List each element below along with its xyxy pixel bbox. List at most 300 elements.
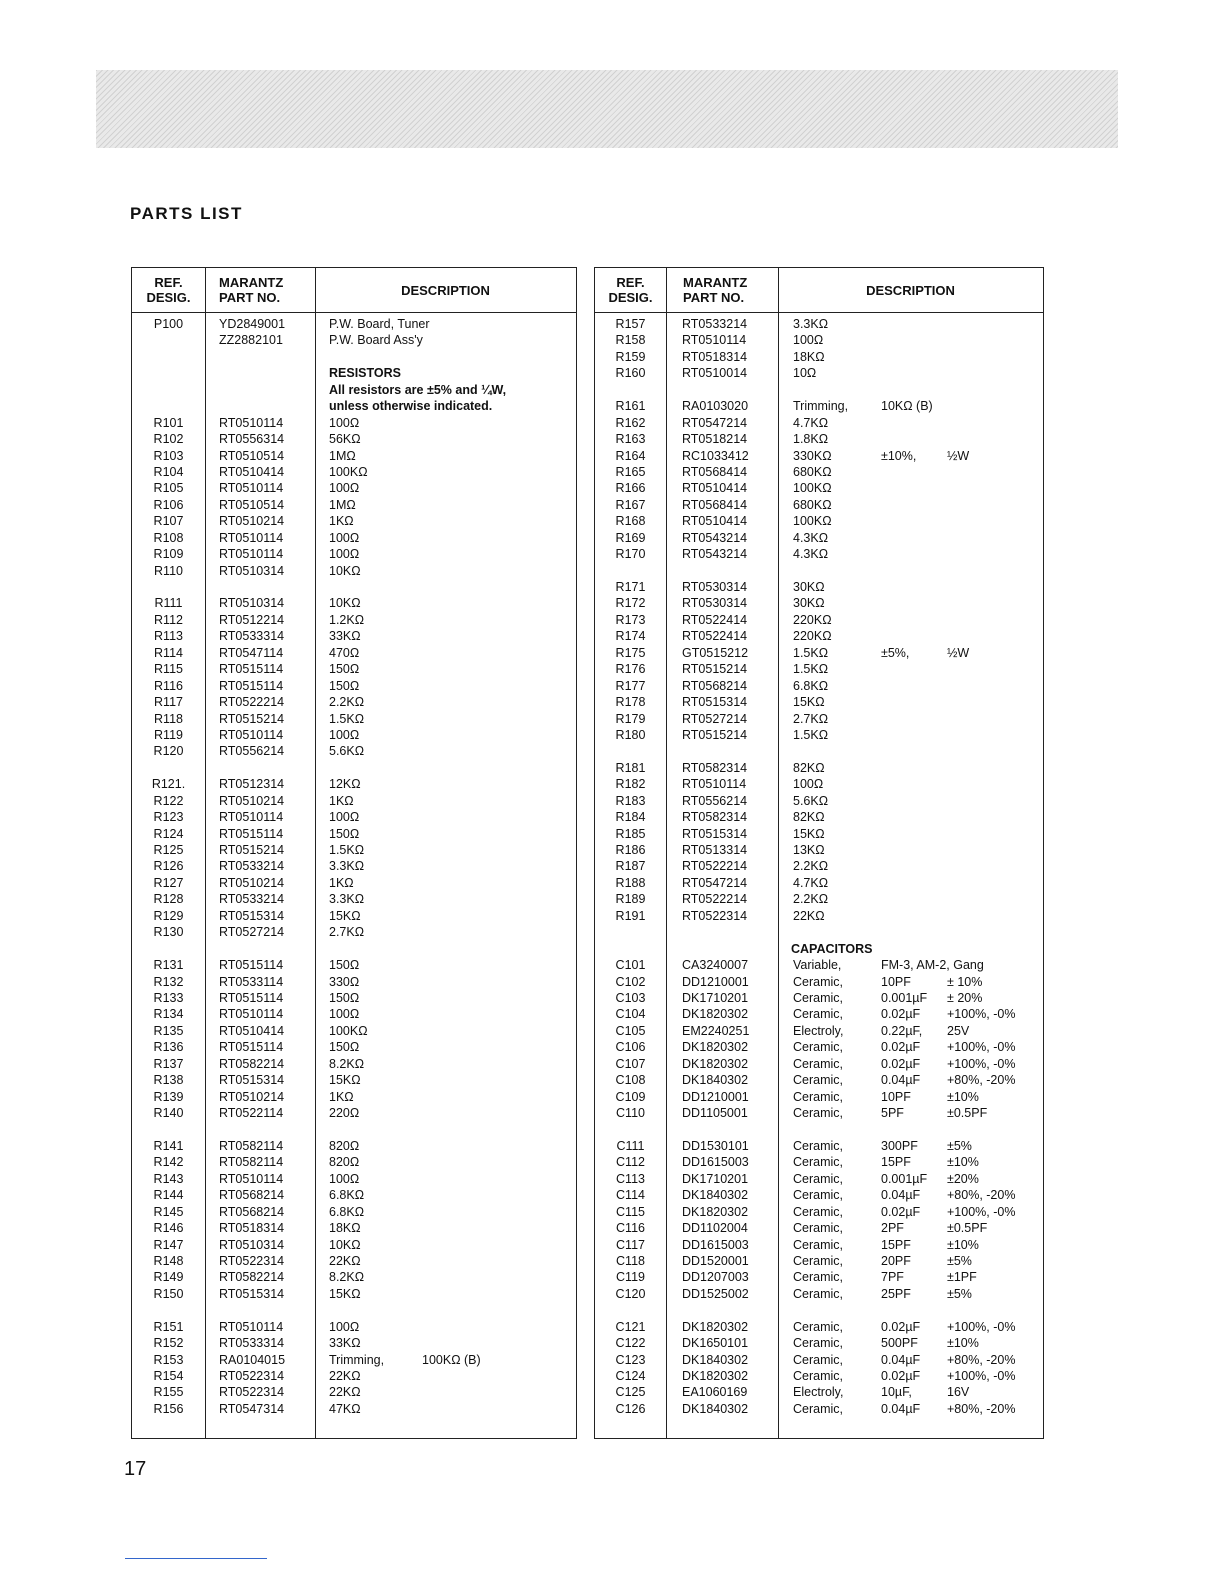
description-cell: 1MΩ — [329, 497, 356, 512]
part-number-cell: RT0533314 — [219, 1336, 285, 1351]
tolerance-cell: ½W — [947, 645, 970, 660]
value-cell: 0.04µF — [881, 1352, 921, 1367]
value-cell: 0.04µF — [881, 1073, 921, 1088]
table-row — [132, 875, 576, 891]
part-number-cell: RT0522114 — [219, 1106, 284, 1120]
table-row — [595, 448, 1043, 464]
description-cell: 6.8KΩ — [329, 1204, 365, 1219]
part-number-cell: RT0510414 — [219, 464, 285, 479]
description-cell: 82KΩ — [793, 810, 825, 825]
description-cell: 15KΩ — [329, 1286, 361, 1301]
table-row — [595, 1335, 1043, 1351]
tolerance-cell: +100%, -0% — [947, 1204, 1016, 1219]
table-row — [132, 1269, 576, 1285]
ref-desig-cell: R177 — [615, 678, 646, 693]
table-row — [132, 546, 576, 562]
description-cell: 10KΩ — [329, 1237, 361, 1252]
ref-desig-cell: R175 — [615, 645, 646, 660]
value-cell: 0.001µF — [881, 1171, 928, 1186]
description-cell: 100Ω — [329, 810, 360, 825]
table-row — [595, 1237, 1043, 1253]
value-cell: 2PF — [881, 1221, 904, 1236]
description-cell: 5.6KΩ — [329, 744, 365, 759]
ref-desig-cell: C104 — [615, 1007, 646, 1022]
ref-desig-cell: R144 — [153, 1188, 184, 1203]
table-row — [132, 793, 576, 809]
ref-desig-cell: R126 — [153, 859, 184, 874]
description-cell: unless otherwise indicated. — [329, 399, 493, 414]
table-row — [595, 645, 1043, 661]
table-row — [595, 727, 1043, 743]
parts-rows-right — [595, 316, 1043, 1417]
ref-desig-cell: R189 — [615, 892, 646, 907]
ref-desig-cell: R104 — [153, 464, 184, 479]
ref-desig-cell: R146 — [153, 1221, 184, 1236]
tolerance-cell: +80%, -20% — [947, 1352, 1016, 1367]
table-row — [595, 1171, 1043, 1187]
description-cell: 150Ω — [329, 1040, 360, 1055]
ref-desig-cell: C118 — [616, 1253, 645, 1268]
ref-desig-cell: R152 — [153, 1336, 184, 1351]
part-number-cell: DK1840302 — [682, 1352, 749, 1367]
description-cell: 3.3KΩ — [329, 892, 365, 907]
description-cell: 1.5KΩ — [793, 727, 829, 742]
description-cell: P.W. Board, Tuner — [329, 317, 430, 331]
ref-desig-cell: R165 — [615, 464, 646, 479]
ref-desig-cell: R164 — [615, 448, 646, 463]
description-cell: 82KΩ — [793, 760, 825, 775]
description-cell: 100Ω — [329, 547, 360, 562]
table-row — [132, 826, 576, 842]
value-cell: 15PF — [881, 1237, 911, 1252]
ref-desig-cell: R103 — [153, 448, 184, 463]
ref-desig-cell: R172 — [615, 596, 646, 611]
description-cell: 3.3KΩ — [329, 859, 365, 874]
part-number-cell: RT0582114 — [219, 1155, 284, 1170]
part-number-cell: RT0533214 — [219, 892, 285, 907]
description-cell: 15KΩ — [793, 826, 825, 841]
ref-desig-cell: R160 — [615, 366, 646, 381]
tolerance-cell: ½W — [947, 448, 970, 463]
ref-desig-cell: C101 — [615, 958, 646, 973]
header-part-line2: PART NO. — [219, 290, 281, 305]
ref-desig-cell: R120 — [153, 744, 184, 759]
description-cell: 100KΩ — [793, 481, 832, 496]
part-number-cell: DD1615003 — [682, 1237, 749, 1252]
part-number-cell: RT0510514 — [219, 497, 285, 512]
ref-desig-cell: C113 — [616, 1171, 645, 1186]
ref-desig-cell: R170 — [615, 547, 646, 562]
description-cell: 10KΩ — [329, 596, 361, 611]
ref-desig-cell: R125 — [153, 843, 184, 857]
ref-desig-cell: R106 — [153, 497, 184, 512]
table-row — [595, 661, 1043, 677]
ref-desig-cell: R141 — [153, 1138, 184, 1153]
part-number-cell: RT0568214 — [219, 1204, 285, 1219]
header-banner — [96, 70, 1118, 148]
description-cell: 22KΩ — [793, 908, 825, 923]
table-row — [595, 595, 1043, 611]
ref-desig-cell: C125 — [615, 1385, 646, 1400]
table-row — [595, 1056, 1043, 1072]
part-number-cell: RT0543214 — [682, 530, 748, 545]
table-row — [595, 398, 1043, 414]
part-number-cell: DK1820302 — [682, 1319, 749, 1334]
part-number-cell: RT0510014 — [682, 366, 748, 381]
table-row — [595, 1154, 1043, 1170]
ref-desig-cell: R162 — [615, 415, 646, 430]
table-row — [132, 1171, 576, 1187]
description-cell: 22KΩ — [329, 1253, 361, 1268]
table-row — [132, 1319, 576, 1335]
tolerance-cell: +100%, -0% — [947, 1369, 1016, 1383]
part-number-cell: RT0556314 — [219, 432, 285, 447]
part-number-cell: ZZ2882101 — [219, 333, 283, 348]
header-description-label: DESCRIPTION — [866, 282, 955, 298]
table-row — [132, 1368, 576, 1384]
part-number-cell: RT0530314 — [682, 580, 748, 594]
part-number-cell: RT0515114 — [219, 678, 284, 693]
ref-desig-cell: R129 — [153, 908, 184, 923]
ref-desig-cell: C109 — [615, 1089, 646, 1104]
part-number-cell: RT0510114 — [219, 415, 284, 430]
value-cell: 15PF — [881, 1155, 911, 1170]
header-ref-desig — [132, 268, 205, 312]
ref-desig-cell: R108 — [153, 530, 184, 545]
table-row — [132, 1187, 576, 1203]
part-number-cell: RT0515314 — [219, 1286, 285, 1301]
description-cell: 6.8KΩ — [793, 678, 829, 693]
ref-desig-cell: R163 — [615, 432, 646, 447]
ref-desig-cell: R182 — [615, 777, 646, 792]
part-number-cell: RT0510314 — [219, 563, 285, 578]
ref-desig-cell: C123 — [615, 1352, 646, 1367]
description-cell: 1.5KΩ — [329, 843, 365, 857]
ref-desig-cell: R149 — [153, 1270, 184, 1285]
ref-desig-cell: R119 — [154, 727, 183, 742]
ref-desig-cell: R168 — [615, 514, 646, 529]
value-cell: 0.02µF — [881, 1369, 921, 1383]
part-number-cell: DD1530101 — [682, 1138, 749, 1153]
description-cell: 2.7KΩ — [329, 925, 365, 940]
ref-desig-cell: R132 — [153, 974, 184, 989]
table-row — [132, 678, 576, 694]
part-number-cell: EA1060169 — [682, 1385, 748, 1400]
table-row — [595, 1138, 1043, 1154]
description-cell: 100Ω — [329, 727, 360, 742]
part-number-cell: RT0515314 — [219, 1073, 285, 1088]
description-cell: Ceramic, — [793, 1204, 844, 1219]
header-part-line2: PART NO. — [683, 290, 745, 305]
part-number-cell: RT0582314 — [682, 810, 748, 825]
table-row — [132, 398, 576, 414]
part-number-cell: RT0515114 — [219, 662, 284, 677]
description-cell: Ceramic, — [793, 1221, 844, 1236]
description-cell: Ceramic, — [793, 1253, 844, 1268]
tolerance-cell: ±0.5PF — [947, 1221, 988, 1236]
ref-desig-cell: R147 — [153, 1237, 184, 1252]
tolerance-cell: +80%, -20% — [947, 1188, 1016, 1203]
value-cell: 500PF — [881, 1336, 918, 1351]
description-cell: Ceramic, — [793, 1040, 844, 1055]
ref-desig-cell: R122 — [153, 793, 184, 808]
description-cell: 1.8KΩ — [793, 432, 829, 447]
part-number-cell: RT0510314 — [219, 1237, 285, 1252]
table-row — [132, 530, 576, 546]
part-number-cell: RT0515214 — [682, 662, 748, 677]
header-description — [315, 268, 576, 312]
value-cell: 0.02µF — [881, 1056, 921, 1071]
table-row — [132, 776, 576, 792]
part-number-cell: RT0518314 — [219, 1221, 285, 1236]
description-cell: 4.7KΩ — [793, 875, 829, 890]
tolerance-cell: ±5% — [947, 1138, 972, 1153]
ref-desig-cell: R107 — [153, 514, 184, 529]
description-cell: Ceramic, — [793, 1270, 844, 1285]
description-cell: 33KΩ — [329, 1336, 361, 1351]
table-row — [132, 1220, 576, 1236]
ref-desig-cell: R176 — [615, 662, 646, 677]
part-number-cell: RT0547114 — [219, 645, 284, 660]
ref-desig-cell: R135 — [153, 1023, 184, 1038]
part-number-cell: RT0522314 — [219, 1253, 285, 1268]
ref-desig-cell: R173 — [615, 612, 646, 627]
ref-desig-cell: R101 — [153, 415, 184, 430]
description-cell: 150Ω — [329, 958, 360, 973]
table-row — [595, 694, 1043, 710]
ref-desig-cell: R184 — [615, 810, 646, 825]
description-cell: 100KΩ — [793, 514, 832, 529]
table-row — [132, 974, 576, 990]
part-number-cell: DK1710201 — [682, 990, 749, 1005]
table-row — [595, 1105, 1043, 1121]
ref-desig-cell: R138 — [153, 1073, 184, 1088]
table-row — [595, 711, 1043, 727]
table-row — [595, 1039, 1043, 1055]
part-number-cell: RC1033412 — [682, 448, 749, 463]
table-row — [595, 1368, 1043, 1384]
description-cell: Ceramic, — [793, 1286, 844, 1301]
description-cell: 100Ω — [793, 333, 824, 348]
description-cell: Ceramic, — [793, 1073, 844, 1088]
table-row — [595, 858, 1043, 874]
description-cell: Ceramic, — [793, 1089, 844, 1104]
ref-desig-cell: R166 — [615, 481, 646, 496]
ref-desig-cell: C112 — [616, 1155, 645, 1170]
description-cell: 100KΩ — [329, 1023, 368, 1038]
description-cell: Electroly, — [793, 1023, 844, 1038]
table-row — [595, 1401, 1043, 1417]
value-cell: 10PF — [881, 1089, 911, 1104]
description-cell: 150Ω — [329, 990, 360, 1005]
table-row — [595, 530, 1043, 546]
description-cell: 2.2KΩ — [793, 859, 829, 874]
part-number-cell: RT0522414 — [682, 629, 748, 644]
description-cell: Ceramic, — [793, 1401, 844, 1416]
table-row — [132, 711, 576, 727]
part-number-cell: RT0510414 — [682, 514, 748, 529]
description-cell: 4.3KΩ — [793, 547, 829, 562]
ref-desig-cell: R136 — [153, 1040, 184, 1055]
table-row — [132, 1089, 576, 1105]
ref-desig-cell: C102 — [615, 974, 646, 989]
footer-rule — [125, 1558, 267, 1559]
ref-desig-cell: C121 — [615, 1319, 646, 1334]
table-row — [595, 365, 1043, 381]
table-row — [132, 1039, 576, 1055]
tolerance-cell: +100%, -0% — [947, 1007, 1016, 1022]
tolerance-cell: +100%, -0% — [947, 1056, 1016, 1071]
table-row — [595, 480, 1043, 496]
tolerance-cell: 25V — [947, 1023, 970, 1038]
ref-desig-cell: R143 — [153, 1171, 184, 1186]
table-row — [132, 743, 576, 759]
ref-desig-cell: R171 — [615, 580, 646, 594]
part-number-cell: DK1820302 — [682, 1204, 749, 1219]
ref-desig-cell: C119 — [616, 1270, 645, 1285]
ref-desig-cell: R118 — [154, 711, 183, 726]
part-number-cell: RT0522214 — [219, 695, 285, 710]
table-row — [132, 513, 576, 529]
value-cell: 0.22µF, — [881, 1023, 923, 1038]
ref-desig-cell: R130 — [153, 925, 184, 940]
value-cell: ±5%, — [881, 645, 910, 660]
table-row — [132, 1105, 576, 1121]
ref-desig-cell: R185 — [615, 826, 646, 841]
table-row — [132, 497, 576, 513]
ref-desig-cell: R157 — [615, 317, 646, 331]
part-number-cell: DD1525002 — [682, 1286, 749, 1301]
part-number-cell: RT0510314 — [219, 596, 285, 611]
description-cell: Ceramic, — [793, 1237, 844, 1252]
table-row — [132, 480, 576, 496]
value-cell: 0.02µF — [881, 1204, 921, 1219]
part-number-cell: RT0510114 — [219, 1319, 284, 1334]
value-cell: 0.02µF — [881, 1040, 921, 1055]
tolerance-cell: +80%, -20% — [947, 1401, 1016, 1416]
table-row — [132, 1056, 576, 1072]
table-row — [595, 1072, 1043, 1088]
ref-desig-cell: R128 — [153, 892, 184, 907]
description-cell: 100Ω — [329, 481, 360, 496]
part-number-cell: RT0530314 — [682, 596, 748, 611]
tolerance-cell: +80%, -20% — [947, 1073, 1016, 1088]
description-cell: 15KΩ — [329, 1073, 361, 1088]
table-row — [595, 497, 1043, 513]
part-number-cell: RT0522214 — [682, 859, 748, 874]
part-number-cell: DK1840302 — [682, 1401, 749, 1416]
header-description-label: DESCRIPTION — [401, 282, 490, 298]
part-number-cell: RT0568214 — [219, 1188, 285, 1203]
part-number-cell: RT0543214 — [682, 547, 748, 562]
description-cell: 6.8KΩ — [329, 1188, 365, 1203]
ref-desig-cell: R121. — [151, 777, 186, 792]
table-row — [132, 858, 576, 874]
header-ref-line1: REF. — [616, 275, 645, 290]
description-cell: Ceramic, — [793, 1056, 844, 1071]
table-row — [595, 579, 1043, 595]
table-row — [595, 612, 1043, 628]
ref-desig-cell: R127 — [153, 875, 184, 890]
description-cell: All resistors are ±5% and ¼W, — [329, 382, 507, 397]
description-cell: 15KΩ — [329, 908, 361, 923]
table-row — [132, 1253, 576, 1269]
table-row — [595, 1384, 1043, 1400]
description-cell: Electroly, — [793, 1385, 844, 1400]
table-row — [132, 1138, 576, 1154]
value-cell: 20PF — [881, 1253, 911, 1268]
value-cell: 0.02µF — [881, 1007, 921, 1022]
table-row — [595, 826, 1043, 842]
table-row — [595, 349, 1043, 365]
part-number-cell: RT0513314 — [682, 843, 748, 857]
part-number-cell: DK1650101 — [682, 1336, 749, 1351]
description-cell: Variable, — [793, 958, 842, 973]
part-number-cell: RT0515114 — [219, 826, 284, 841]
table-row — [595, 842, 1043, 858]
header-ref-line1: REF. — [154, 275, 183, 290]
description-cell: 47KΩ — [329, 1401, 361, 1416]
description-cell: 56KΩ — [329, 432, 361, 447]
table-row — [132, 1204, 576, 1220]
description-cell: 18KΩ — [329, 1221, 361, 1236]
part-number-cell: RT0510114 — [682, 333, 747, 348]
ref-desig-cell: R191 — [615, 908, 646, 923]
table-row — [595, 1220, 1043, 1236]
description-cell: 10KΩ — [329, 563, 361, 578]
header-part-line1: MARANTZ — [683, 275, 748, 290]
table-row — [595, 957, 1043, 973]
value-cell: 10KΩ (B) — [881, 399, 933, 414]
part-number-cell: RT0512314 — [219, 777, 285, 792]
description-cell: Trimming, — [793, 399, 849, 414]
part-number-cell: RT0510214 — [219, 793, 285, 808]
ref-desig-cell: R137 — [153, 1056, 184, 1071]
description-cell: 100Ω — [329, 415, 360, 430]
part-number-cell: RT0556214 — [682, 793, 748, 808]
table-row — [595, 1269, 1043, 1285]
description-cell: 2.2KΩ — [329, 695, 365, 710]
part-number-cell: RT0515314 — [219, 908, 285, 923]
part-number-cell: RT0510114 — [682, 777, 747, 792]
value-cell: 7PF — [881, 1270, 904, 1285]
part-number-cell: RT0522314 — [219, 1369, 285, 1383]
value-cell: ±10%, — [881, 448, 917, 463]
description-cell: 33KΩ — [329, 629, 361, 644]
ref-desig-cell: C107 — [615, 1056, 646, 1071]
table-row — [595, 1253, 1043, 1269]
table-row — [132, 316, 576, 332]
parts-rows-left — [132, 316, 576, 1417]
table-row — [595, 776, 1043, 792]
ref-desig-cell: C114 — [616, 1188, 645, 1203]
description-cell: Ceramic, — [793, 1155, 844, 1170]
part-number-cell: RT0582214 — [219, 1270, 285, 1285]
description-cell: 150Ω — [329, 678, 360, 693]
value-cell: 0.04µF — [881, 1401, 921, 1416]
table-row — [132, 990, 576, 1006]
part-number-cell: RT0556214 — [219, 744, 285, 759]
ref-desig-cell: R112 — [154, 612, 183, 627]
table-row — [132, 464, 576, 480]
ref-desig-cell: R151 — [153, 1319, 184, 1334]
ref-desig-cell: R156 — [153, 1401, 184, 1416]
description-cell: 22KΩ — [329, 1369, 361, 1383]
description-cell: Ceramic, — [793, 1336, 844, 1351]
description-cell: Ceramic, — [793, 1007, 844, 1022]
table-row — [595, 316, 1043, 332]
part-number-cell: RT0510414 — [219, 1023, 285, 1038]
